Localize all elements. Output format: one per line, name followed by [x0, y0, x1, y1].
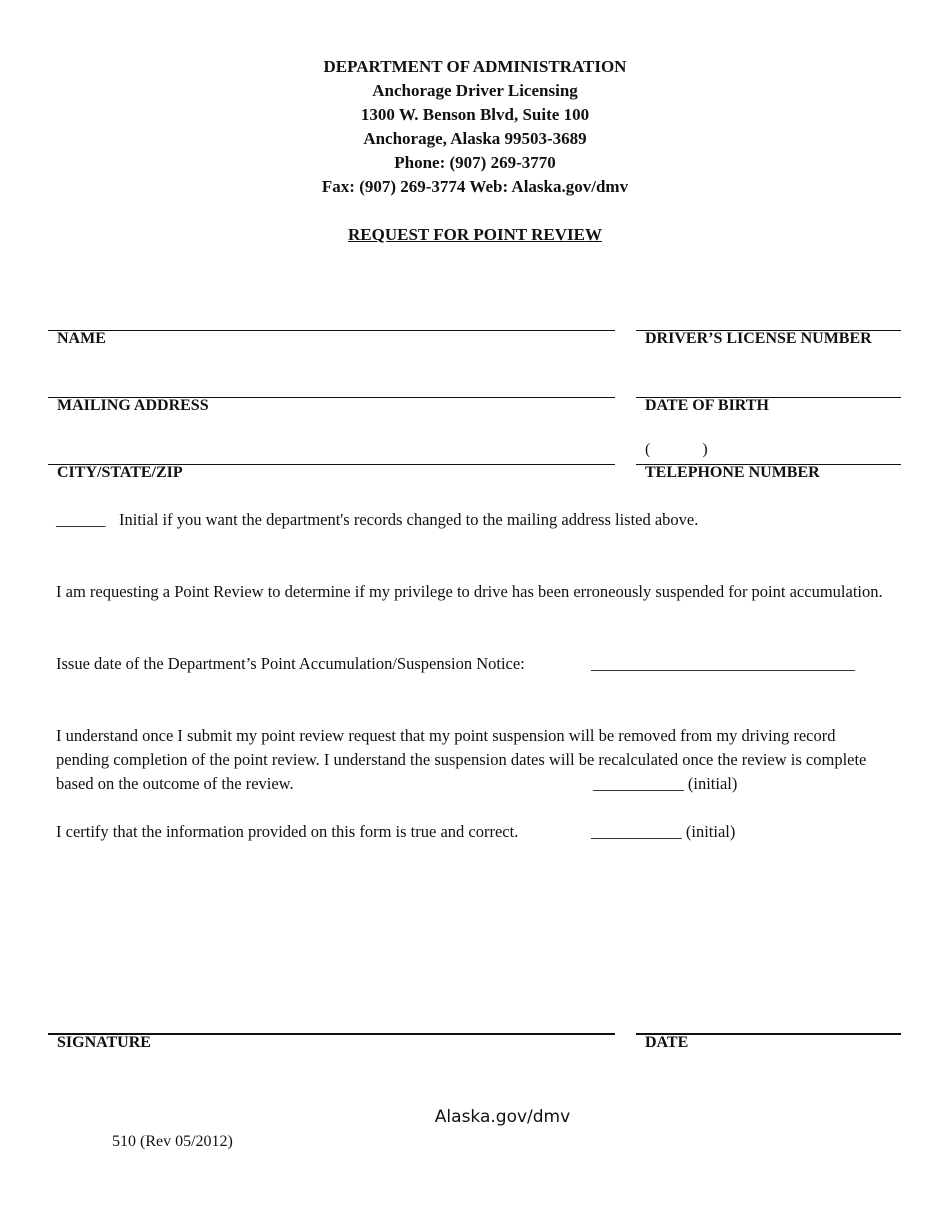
form-number: 510 (Rev 05/2012) [112, 1133, 233, 1150]
telephone-label: TELEPHONE NUMBER [645, 464, 820, 481]
street-address: 1300 W. Benson Blvd, Suite 100 [360, 105, 590, 124]
request-statement: I am requesting a Point Review to determine if my privilege to drive has been erroneously suspended for point accumulation. [56, 582, 883, 601]
address-change-text: Initial if you want the department's records changed to the mailing address listed above. [119, 510, 699, 529]
department-name: DEPARTMENT OF ADMINISTRATION [323, 57, 627, 76]
office-name: Anchorage Driver Licensing [372, 81, 578, 100]
phone-line: Phone: (907) 269-3770 [394, 153, 556, 172]
understand-initial-blank[interactable]: ___________ (initial) [591, 772, 737, 796]
name-label: NAME [57, 330, 106, 347]
date-of-birth-label: DATE OF BIRTH [645, 397, 769, 414]
signature-label: SIGNATURE [57, 1034, 151, 1051]
date-label: DATE [645, 1034, 689, 1051]
mailing-address-label: MAILING ADDRESS [57, 397, 209, 414]
footer-web-address: Alaska.gov/dmv [434, 1107, 571, 1127]
license-number-label: DRIVER’S LICENSE NUMBER [645, 330, 872, 347]
certify-statement: I certify that the information provided on this form is true and correct. [56, 822, 519, 841]
address-change-initial-blank[interactable]: ______ [56, 510, 106, 529]
issue-date-label: Issue date of the Department’s Point Accumulation/Suspension Notice: [56, 654, 525, 673]
city-state-zip-label: CITY/STATE/ZIP [57, 464, 183, 481]
form-title: REQUEST FOR POINT REVIEW [348, 225, 602, 244]
fax-web-line: Fax: (907) 269-3774 Web: Alaska.gov/dmv [321, 177, 629, 196]
issue-date-blank[interactable]: ________________________________ [591, 654, 855, 673]
phone-area-code-parens: ( ) [645, 441, 708, 458]
understand-statement: I understand once I submit my point review request that my point suspension will be removed from my driving record pending completion of the point review. I understand the suspension dates will be recalculated once the review is complete based on the outcome of the review. [56, 726, 867, 793]
certify-initial-blank[interactable]: ___________ (initial) [591, 822, 736, 841]
name-field-line[interactable] [48, 330, 615, 331]
city-address: Anchorage, Alaska 99503-3689 [363, 129, 587, 148]
